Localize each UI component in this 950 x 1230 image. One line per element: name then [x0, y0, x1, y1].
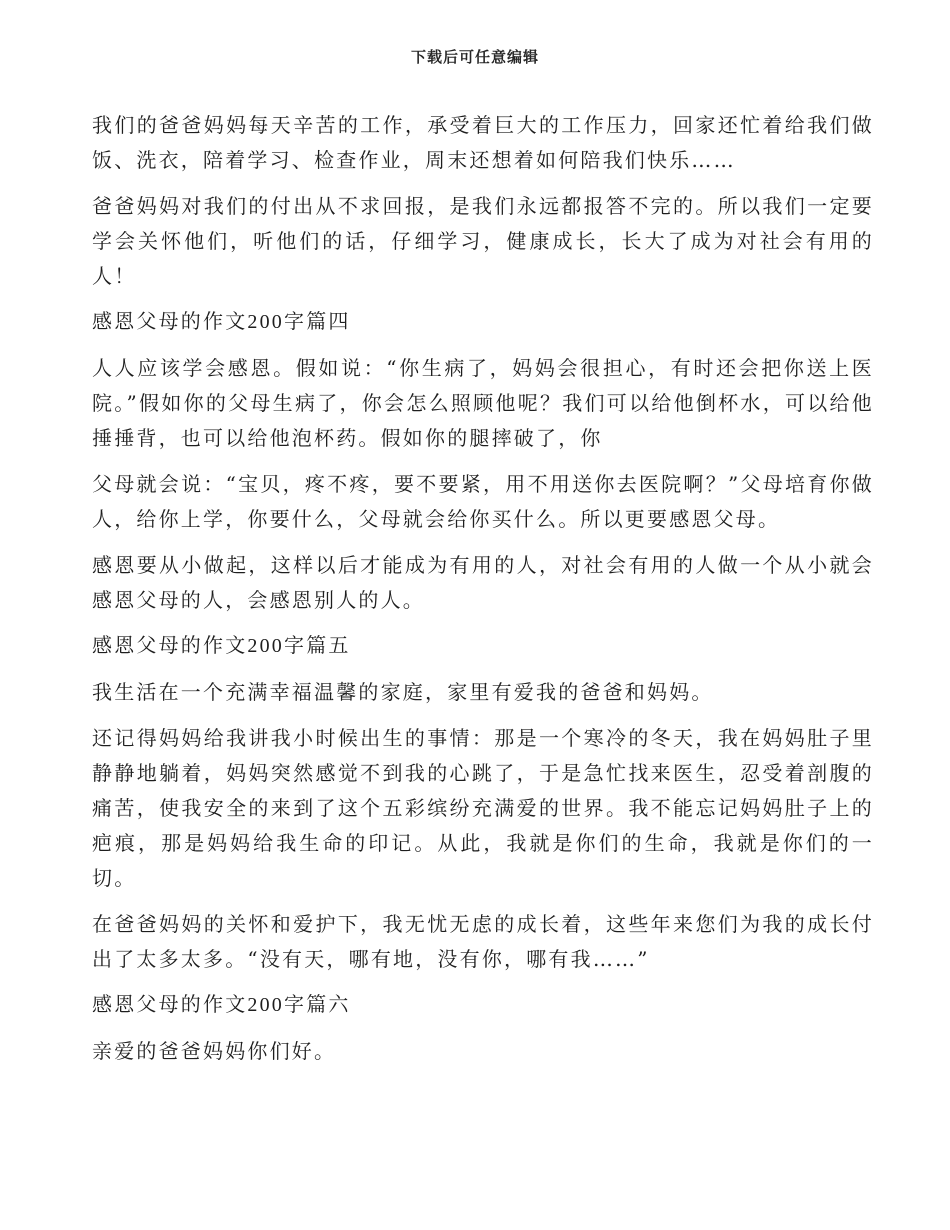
watermark-header: 下载后可任意编辑 — [410, 49, 539, 66]
paragraph: 我生活在一个充满幸福温馨的家庭，家里有爱我的爸爸和妈妈。 — [92, 680, 714, 704]
paragraph: 还记得妈妈给我讲我小时候出生的事情：那是一个寒冷的冬天，我在妈妈肚子里静静地躺着，妈妈突然感觉不到我的心跳了，于是急忙找来医生，忍受着剖腹的痛苦，使我安全的来到了这个五彩缤纷充满爱的世界。我不能忘记妈妈肚子上的疤痕，那是妈妈给我生命的印记。从此，我就是你们的生命，我就是你们的一切。 — [92, 726, 874, 890]
paragraph: 亲爱的爸爸妈妈你们好。 — [92, 1039, 337, 1063]
document-body — [92, 108, 874, 1069]
paragraph: 我们的爸爸妈妈每天辛苦的工作，承受着巨大的工作压力，回家还忙着给我们做饭、洗衣，陪着学习、检查作业，周末还想着如何陪我们快乐…… — [92, 113, 874, 172]
section-heading-pian-six: 感恩父母的作文200字篇六 — [92, 994, 351, 1016]
paragraph: 爸爸妈妈对我们的付出从不求回报，是我们永远都报答不完的。所以我们一定要学会关怀他们，听他们的话，仔细学习，健康成长，长大了成为对社会有用的人！ — [92, 194, 874, 288]
paragraph: 在爸爸妈妈的关怀和爱护下，我无忧无虑的成长着，这些年来您们为我的成长付出了太多太多。“没有天，哪有地，没有你，哪有我……” — [92, 912, 874, 971]
paragraph: 父母就会说：“宝贝，疼不疼，要不要紧，用不用送你去医院啊？”父母培育你做人，给你上学，你要什么，父母就会给你买什么。所以更要感恩父母。 — [92, 472, 874, 531]
paragraph: 感恩要从小做起，这样以后才能成为有用的人，对社会有用的人做一个从小就会感恩父母的人，会感恩别人的人。 — [92, 553, 874, 612]
paragraph: 人人应该学会感恩。假如说：“你生病了，妈妈会很担心，有时还会把你送上医院。”假如你的父母生病了，你会怎么照顾他呢？我们可以给他倒杯水，可以给他捶捶背，也可以给他泡杯药。假如你的腿摔破了，你 — [92, 356, 874, 450]
section-heading-pian-four: 感恩父母的作文200字篇四 — [92, 311, 351, 333]
section-heading-pian-five: 感恩父母的作文200字篇五 — [92, 635, 351, 657]
